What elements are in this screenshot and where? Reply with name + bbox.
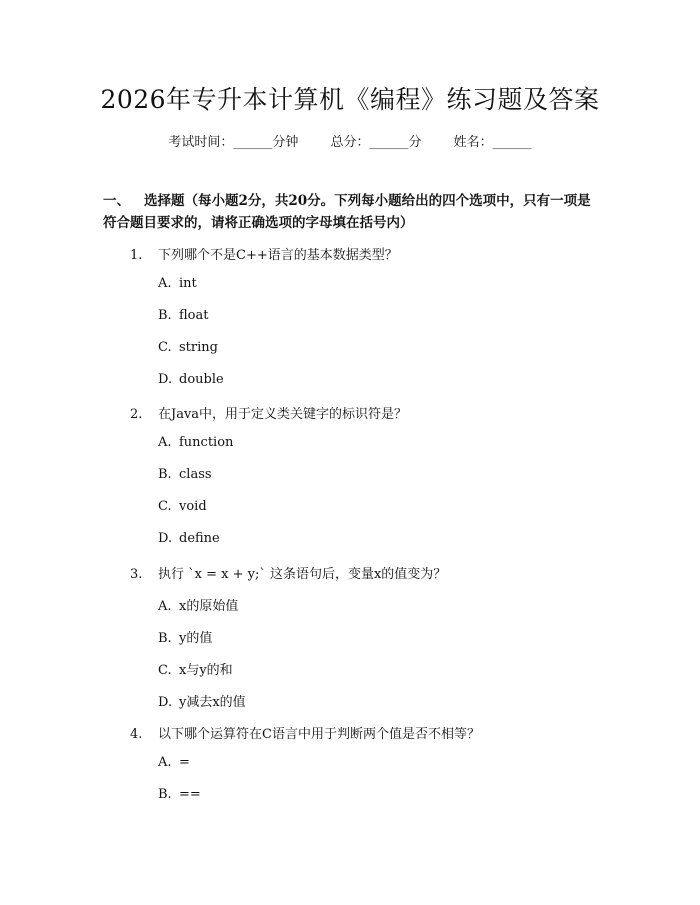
option-text: y的值	[179, 631, 213, 646]
question-text: 在Java中，用于定义类关键字的标识符是？	[158, 407, 408, 422]
option	[158, 467, 212, 482]
option-text: float	[179, 308, 209, 323]
option-text: ==	[179, 787, 201, 802]
option-text: x的原始值	[179, 599, 239, 614]
option-letter: C.	[158, 499, 172, 514]
option	[158, 787, 201, 802]
option-letter: B.	[158, 631, 172, 646]
option-letter: C.	[158, 663, 172, 678]
option-text: double	[179, 372, 224, 387]
question	[130, 403, 407, 422]
option-letter: B.	[158, 467, 172, 482]
option-text: function	[179, 435, 234, 450]
option-letter: A.	[158, 755, 172, 770]
option-text: int	[179, 276, 197, 291]
option	[158, 372, 224, 387]
option-letter: D.	[158, 695, 173, 710]
option-text: y减去x的值	[179, 695, 246, 710]
page-title: 2026年专升本计算机《编程》练习题及答案	[100, 85, 600, 114]
total-score: 总分：______分	[330, 135, 422, 150]
question-number: 1.	[130, 248, 143, 263]
option-letter: B.	[158, 308, 172, 323]
option	[158, 499, 207, 514]
option	[158, 340, 218, 355]
option-letter: D.	[158, 372, 173, 387]
question-text: 下列哪个不是C++语言的基本数据类型？	[158, 248, 398, 263]
option	[158, 627, 212, 646]
exam-time: 考试时间：______分钟	[168, 135, 299, 150]
option	[158, 755, 190, 770]
option	[158, 691, 246, 710]
question-text: 以下哪个运算符在C语言中用于判断两个值是否不相等？	[158, 727, 480, 742]
option	[158, 276, 197, 291]
question	[130, 244, 398, 263]
option-letter: A.	[158, 599, 172, 614]
question-number: 4.	[130, 727, 143, 742]
section-instructions: 选择题（每小题2分，共20分。下列每小题给出的四个选项中，只有一项是符合题目要求的，请将正确选项的字母填在括号内）	[103, 193, 591, 231]
option-letter: A.	[158, 435, 172, 450]
section-heading	[103, 190, 603, 234]
option-text: class	[179, 467, 212, 482]
section-number: 一、	[103, 193, 130, 209]
option-text: string	[179, 340, 218, 355]
question-number: 2.	[130, 407, 143, 422]
question	[130, 723, 480, 742]
exam-info	[0, 131, 700, 150]
option-text: define	[179, 531, 220, 546]
option-letter: D.	[158, 531, 173, 546]
option	[158, 531, 220, 546]
question-number: 3.	[130, 567, 143, 582]
option	[158, 659, 233, 678]
option-text: =	[179, 755, 190, 770]
question	[130, 563, 446, 582]
option	[158, 308, 208, 323]
option-letter: B.	[158, 787, 172, 802]
option-letter: C.	[158, 340, 172, 355]
option-text: void	[179, 499, 207, 514]
question-text: 执行 `x = x + y;` 这条语句后，变量x的值变为？	[158, 567, 447, 582]
student-name: 姓名：______	[453, 135, 532, 150]
option-letter: A.	[158, 276, 172, 291]
option	[158, 435, 233, 450]
option	[158, 595, 238, 614]
option-text: x与y的和	[179, 663, 233, 678]
